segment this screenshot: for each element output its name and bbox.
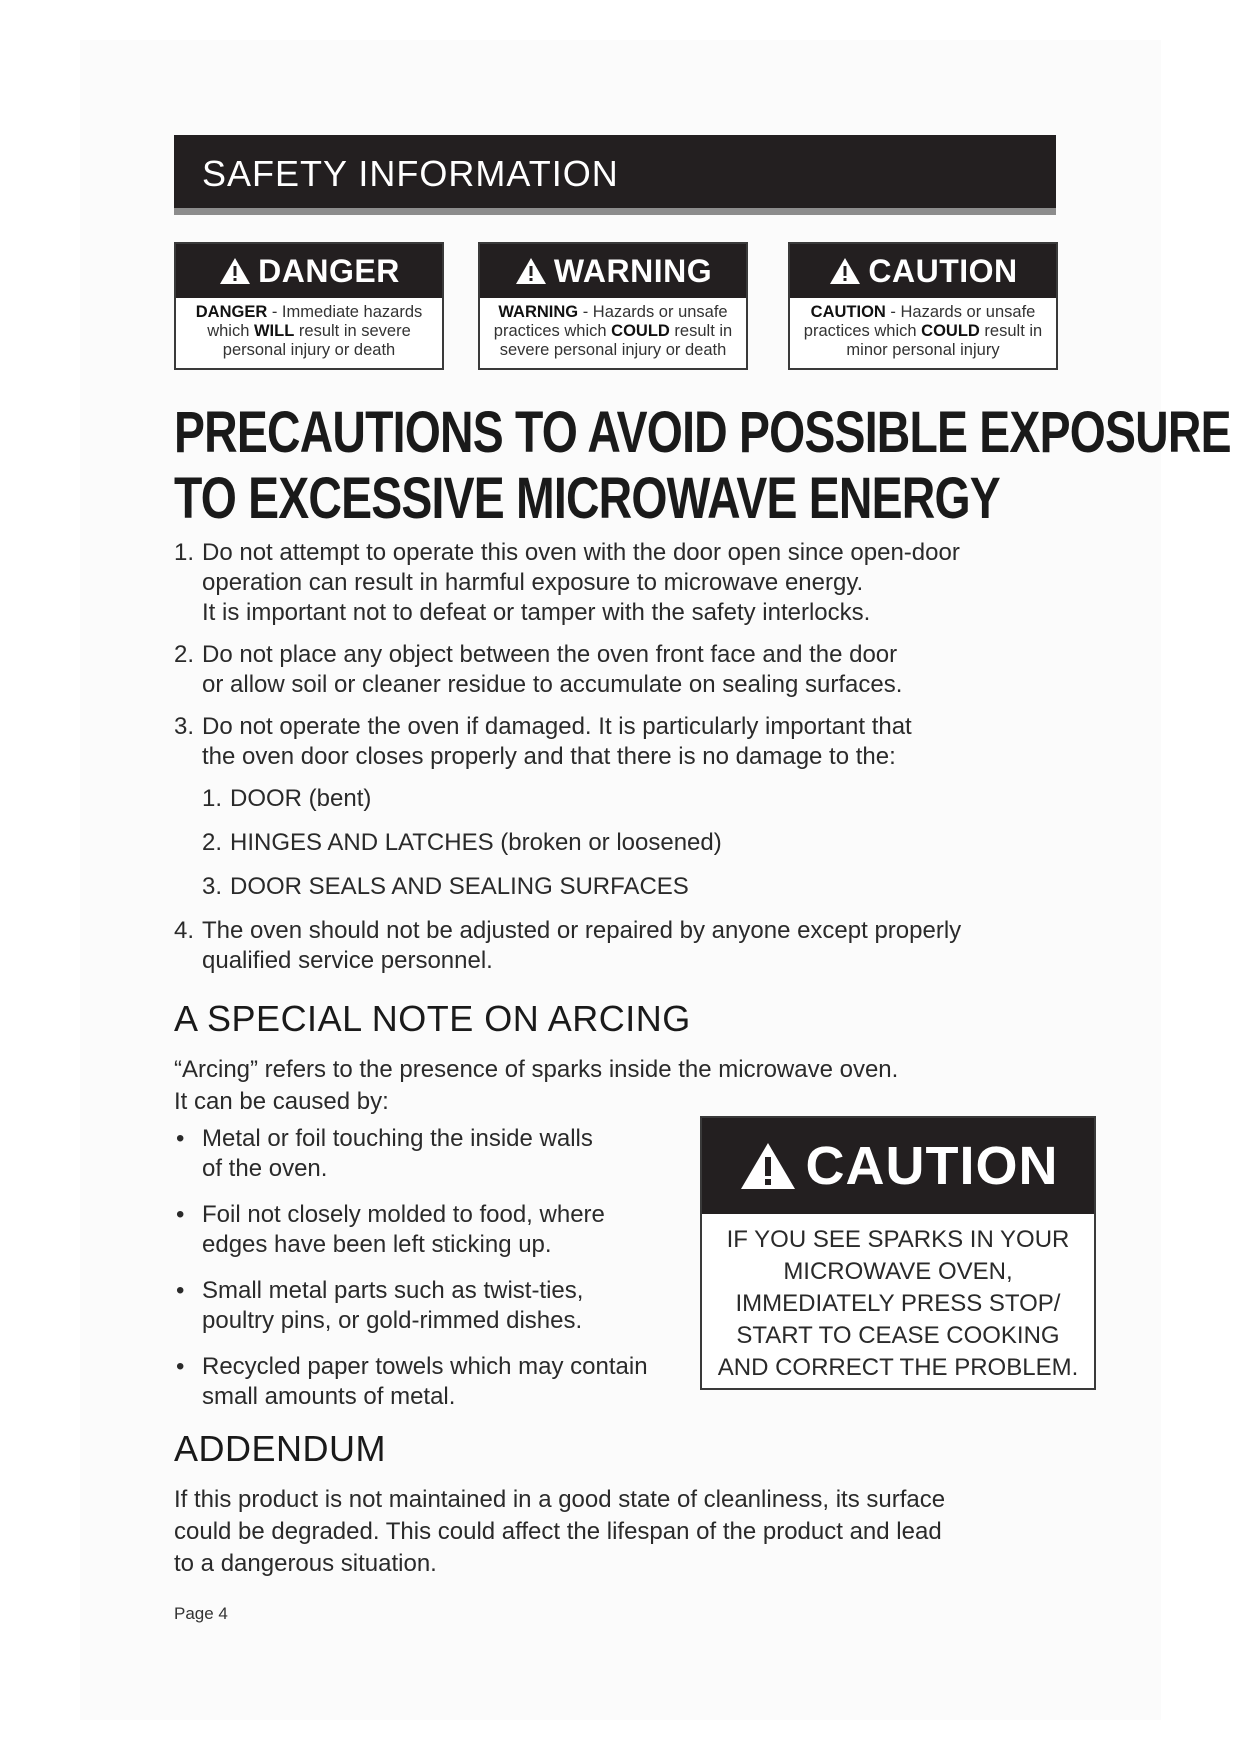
bullet-icon: • — [176, 1125, 185, 1152]
warning-desc-2a: practices which — [493, 322, 612, 340]
addendum-heading: ADDENDUM — [174, 1428, 387, 1469]
addendum-text — [174, 1484, 945, 1580]
precautions-list — [174, 538, 1074, 988]
list-item-text: qualified service personnel. — [202, 947, 493, 974]
sublist-item — [202, 828, 1074, 858]
sublist-item-number: 3. — [202, 873, 223, 900]
list-item-number: 4. — [174, 917, 195, 944]
caution-word: CAUTION — [805, 1136, 1059, 1196]
list-item-text: The oven should not be adjusted or repaired by anyone except properly — [202, 917, 962, 944]
sublist-item-number: 1. — [202, 785, 223, 812]
damage-sublist — [174, 784, 1074, 902]
list-item-number: 2. — [174, 641, 195, 668]
arcing-causes-list — [174, 1124, 714, 1428]
caution-text-line: AND CORRECT THE PROBLEM. — [717, 1354, 1079, 1381]
danger-desc-1: - Immediate hazards — [267, 303, 423, 321]
list-item-text: Do not place any object between the oven front face and the door — [202, 641, 898, 668]
arcing-intro-line: “Arcing” refers to the presence of sparks inside the microwave oven. — [174, 1056, 899, 1083]
arcing-caution-box — [700, 1116, 1096, 1390]
warning-term: WARNING — [498, 303, 579, 321]
caution-term: CAUTION — [810, 303, 886, 321]
list-item-text: Metal or foil touching the inside walls — [202, 1125, 593, 1152]
list-item-text: Foil not closely molded to food, where — [202, 1201, 605, 1228]
caution-text-line: MICROWAVE OVEN, — [783, 1258, 1013, 1285]
sublist-item-number: 2. — [202, 829, 223, 856]
caution-text-line: IF YOU SEE SPARKS IN YOUR — [726, 1226, 1070, 1253]
list-item — [174, 1124, 714, 1184]
list-item-number: 3. — [174, 713, 195, 740]
list-item — [174, 1200, 714, 1260]
caution-desc-2a: practices which — [803, 322, 922, 340]
list-item-text: operation can result in harmful exposure to microwave energy. — [202, 569, 864, 596]
list-item — [174, 640, 1074, 700]
page-number: Page 4 — [174, 1604, 228, 1623]
addendum-line: If this product is not maintained in a good state of cleanliness, its surface — [174, 1486, 946, 1513]
list-item-text: Small metal parts such as twist-ties, — [202, 1277, 584, 1304]
safety-information-banner — [174, 135, 1056, 215]
caution-text-line: IMMEDIATELY PRESS STOP/ — [735, 1290, 1061, 1317]
warning-desc-2c: result in — [669, 322, 733, 340]
caution-desc-3: minor personal injury — [846, 341, 1000, 359]
list-item — [174, 538, 1074, 628]
list-item-text: the oven door closes properly and that there is no damage to the: — [202, 743, 896, 770]
list-item-text: Do not attempt to operate this oven with the door open since open-door — [202, 539, 960, 566]
danger-desc-2a: which — [207, 322, 254, 340]
precautions-title — [174, 400, 1231, 532]
caution-signal-box — [788, 242, 1058, 370]
danger-word: DANGER — [258, 252, 400, 289]
danger-desc-3: personal injury or death — [222, 341, 396, 359]
warning-desc-1: - Hazards or unsafe — [578, 303, 728, 321]
arcing-intro-line: It can be caused by: — [174, 1088, 389, 1115]
list-item — [174, 1276, 714, 1336]
caution-desc-2b: COULD — [921, 322, 980, 340]
banner-title: SAFETY INFORMATION — [202, 153, 619, 194]
list-item-text: or allow soil or cleaner residue to accumulate on sealing surfaces. — [202, 671, 903, 698]
bullet-icon: • — [176, 1353, 185, 1380]
arcing-intro — [174, 1054, 898, 1118]
caution-desc-1: - Hazards or unsafe — [885, 303, 1036, 321]
caution-text-line: START TO CEASE COOKING — [736, 1322, 1060, 1349]
list-item-text: It is important not to defeat or tamper with the safety interlocks. — [202, 599, 871, 626]
list-item-number: 1. — [174, 539, 195, 566]
warning-signal-box — [478, 242, 748, 370]
danger-desc-2c: result in severe — [294, 322, 411, 340]
list-item-text: edges have been left sticking up. — [202, 1231, 552, 1258]
addendum-line: could be degraded. This could affect the lifespan of the product and lead — [174, 1518, 942, 1545]
bullet-icon: • — [176, 1201, 185, 1228]
warning-triangle-icon — [218, 256, 252, 286]
sublist-item — [202, 872, 1074, 902]
list-item — [174, 712, 1074, 772]
precautions-title-line-1: PRECAUTIONS TO AVOID POSSIBLE EXPOSURE — [174, 400, 1231, 465]
warning-desc-2b: COULD — [611, 322, 670, 340]
danger-signal-box — [174, 242, 444, 370]
warning-triangle-icon — [828, 256, 862, 286]
list-item-text: of the oven. — [202, 1155, 328, 1182]
list-item-text: Recycled paper towels which may contain — [202, 1353, 648, 1380]
warning-triangle-icon — [514, 256, 548, 286]
list-item-text: Do not operate the oven if damaged. It is particularly important that — [202, 713, 912, 740]
sublist-item — [202, 784, 1074, 814]
warning-desc-3: severe personal injury or death — [499, 341, 727, 359]
sublist-item-text: HINGES AND LATCHES (broken or loosened) — [230, 829, 722, 856]
sublist-item-text: DOOR (bent) — [230, 785, 372, 812]
precautions-title-line-2: TO EXCESSIVE MICROWAVE ENERGY — [174, 466, 1000, 531]
list-item-text: small amounts of metal. — [202, 1383, 456, 1410]
list-item — [174, 1352, 714, 1412]
bullet-icon: • — [176, 1277, 185, 1304]
danger-desc-2b: WILL — [253, 322, 295, 340]
danger-term: DANGER — [195, 303, 268, 321]
caution-word: CAUTION — [868, 252, 1018, 289]
warning-triangle-icon — [738, 1140, 798, 1192]
list-item — [174, 916, 1074, 976]
arcing-heading: A SPECIAL NOTE ON ARCING — [174, 998, 691, 1039]
warning-word: WARNING — [553, 252, 713, 289]
sublist-item-text: DOOR SEALS AND SEALING SURFACES — [230, 873, 689, 900]
addendum-line: to a dangerous situation. — [174, 1550, 437, 1577]
caution-desc-2c: result in — [979, 322, 1043, 340]
list-item-text: poultry pins, or gold-rimmed dishes. — [202, 1307, 583, 1334]
